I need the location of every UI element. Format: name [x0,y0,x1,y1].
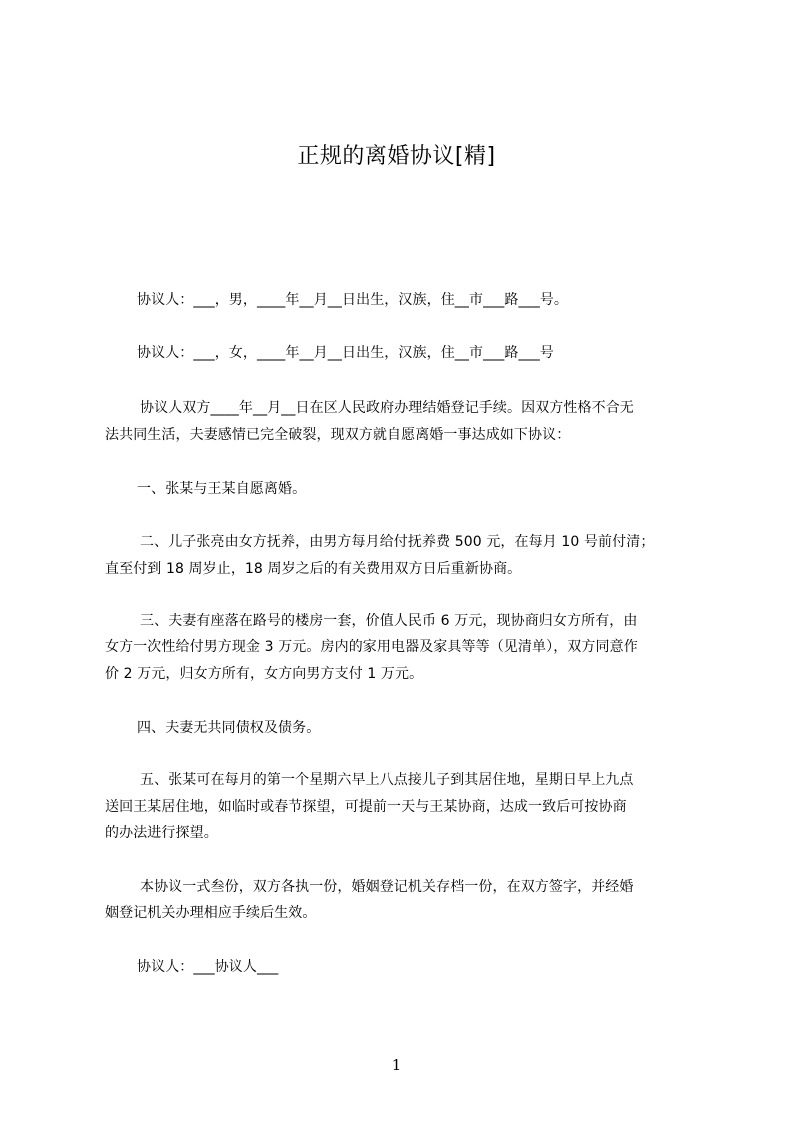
clause-2-line-2: 直至付到 18 周岁止，18 周岁之后的有关费用双方日后重新协商。 [105,561,522,577]
clause-5-line-1: 五、张某可在每月的第一个星期六早上八点接儿子到其居住地，星期日早上九点 [140,772,634,788]
clause-3-line-1: 三、夫妻有座落在路号的楼房一套，价值人民币 6 万元，现协商归女方所有，由 [140,613,638,629]
signature-line: 协议人：___协议人___ [137,959,279,975]
clause-2-line-1: 二、儿子张亮由女方抚养，由男方每月给付抚养费 500 元，在每月 10 号前付清； [140,534,655,550]
party-line-wife: 协议人：___，女，____年__月__日出生，汉族，住__市___路___号 [137,345,554,361]
party-line-husband: 协议人：___，男，____年__月__日出生，汉族，住__市___路___号。 [137,292,568,308]
page-number: 1 [391,1056,402,1074]
intro-line-1: 协议人双方____年__月__日在区人民政府办理结婚登记手续。因双方性格不合无 [140,400,634,416]
clause-3-line-2: 女方一次性给付男方现金 3 万元。房内的家用电器及家具等等（见清单），双方同意作 [105,639,638,655]
clause-3-line-3: 价 2 万元，归女方所有，女方向男方支付 1 万元。 [105,666,424,682]
effect-line-1: 本协议一式叁份，双方各执一份，婚姻登记机关存档一份，在双方签字，并经婚 [140,879,634,895]
clause-1: 一、张某与王某自愿离婚。 [137,481,307,497]
clause-5-line-3: 的办法进行探望。 [105,825,218,841]
document-title: 正规的离婚协议[精] [297,144,496,169]
clause-4: 四、夫妻无共同债权及债务。 [137,720,321,736]
effect-line-2: 姻登记机关办理相应手续后生效。 [105,905,317,921]
intro-line-2: 法共同生活，夫妻感情已完全破裂，现双方就自愿离婚一事达成如下协议： [105,427,571,443]
clause-5-line-2: 送回王某居住地，如临时或春节探望，可提前一天与王某协商，达成一致后可按协商 [105,799,627,815]
